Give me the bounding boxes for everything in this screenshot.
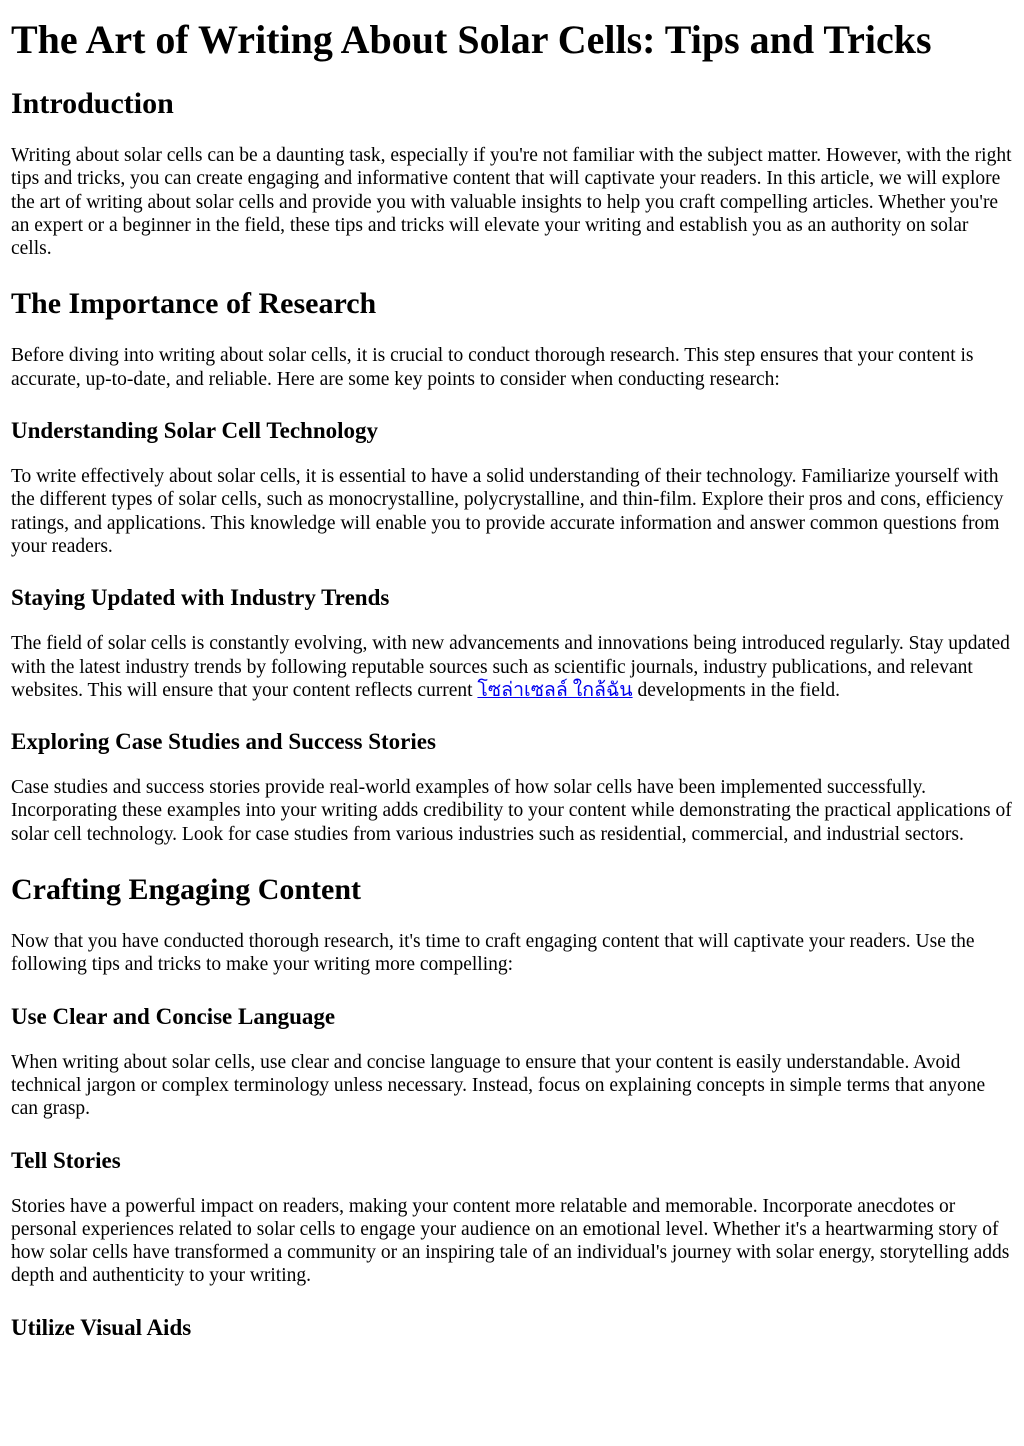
clear-language-paragraph: When writing about solar cells, use clear and concise language to ensure that your content is easily understandable. Avoid technical jargon or complex terminology unless necessary. Instead, focus on explaining concepts in simple terms that anyone can grasp. [11, 1051, 986, 1120]
technology-heading: Understanding Solar Cell Technology [11, 418, 379, 444]
trends-text-after: developments in the field. [632, 679, 841, 701]
trends-heading: Staying Updated with Industry Trends [11, 585, 390, 611]
crafting-paragraph: Now that you have conducted thorough research, it's time to craft engaging content that will captivate your readers. Use the following tips and tricks to make your writing more compelling: [11, 931, 975, 976]
tell-stories-heading: Tell Stories [11, 1147, 121, 1173]
trends-paragraph [11, 632, 1013, 702]
introduction-paragraph: Writing about solar cells can be a daunting task, especially if you're not familiar with the subject matter. However, with the right tips and tricks, you can create engaging and informative content that will captivate your readers. In this article, we will explore the art of writing about solar cells and provide you with valuable insights to help you craft compelling articles. Whether you're an expert or a beginner in the field, these tips and tricks will elevate your writing and establish you as an authority on solar cells. [11, 145, 1012, 260]
case-studies-heading: Exploring Case Studies and Success Stories [11, 729, 436, 755]
tell-stories-paragraph: Stories have a powerful impact on readers, making your content more relatable and memorable. Incorporate anecdotes or personal experiences related to solar cells to engage your audience on an emotional level. Whether it's a heartwarming story of how solar cells have transformed a community or an inspiring tale of an individual's journey with solar energy, storytelling adds depth and authenticity to your writing. [11, 1195, 1010, 1287]
visual-aids-heading: Utilize Visual Aids [11, 1314, 192, 1340]
solar-cell-near-me-link[interactable]: โซล่าเซลล์ ใกล้ฉัน [477, 679, 633, 701]
research-heading: The Importance of Research [11, 287, 377, 321]
technology-paragraph: To write effectively about solar cells, it is essential to have a solid understanding of their technology. Familiarize yourself with the different types of solar cells, such as monocrystalline, polycrystalline, and thin-film. Explore their pros and cons, efficiency ratings, and applications. This knowledge will enable you to provide accurate information and answer common questions from your readers. [11, 466, 1004, 557]
clear-language-heading: Use Clear and Concise Language [11, 1003, 336, 1029]
trends-text-before: The field of solar cells is constantly evolving, with new advancements and innovations being introduced regularly. Stay updated with the latest industry trends by following reputable sources such as scientific journals, industry publications, and relevant websites. This will ensure that your content reflects current [11, 633, 1010, 701]
introduction-heading: Introduction [11, 87, 174, 120]
case-studies-paragraph: Case studies and success stories provide real-world examples of how solar cells have been implemented successfully. Incorporating these examples into your writing adds credibility to your content while demonstrating the practical applications of solar cell technology. Look for case studies from various industries such as residential, commercial, and industrial sectors. [11, 777, 1012, 845]
research-paragraph: Before diving into writing about solar cells, it is crucial to conduct thorough research. This step ensures that your content is accurate, up-to-date, and reliable. Here are some key points to consider when conducting research: [11, 345, 974, 390]
page-title: The Art of Writing About Solar Cells: Tips and Tricks [11, 17, 932, 62]
crafting-heading: Crafting Engaging Content [11, 873, 362, 907]
